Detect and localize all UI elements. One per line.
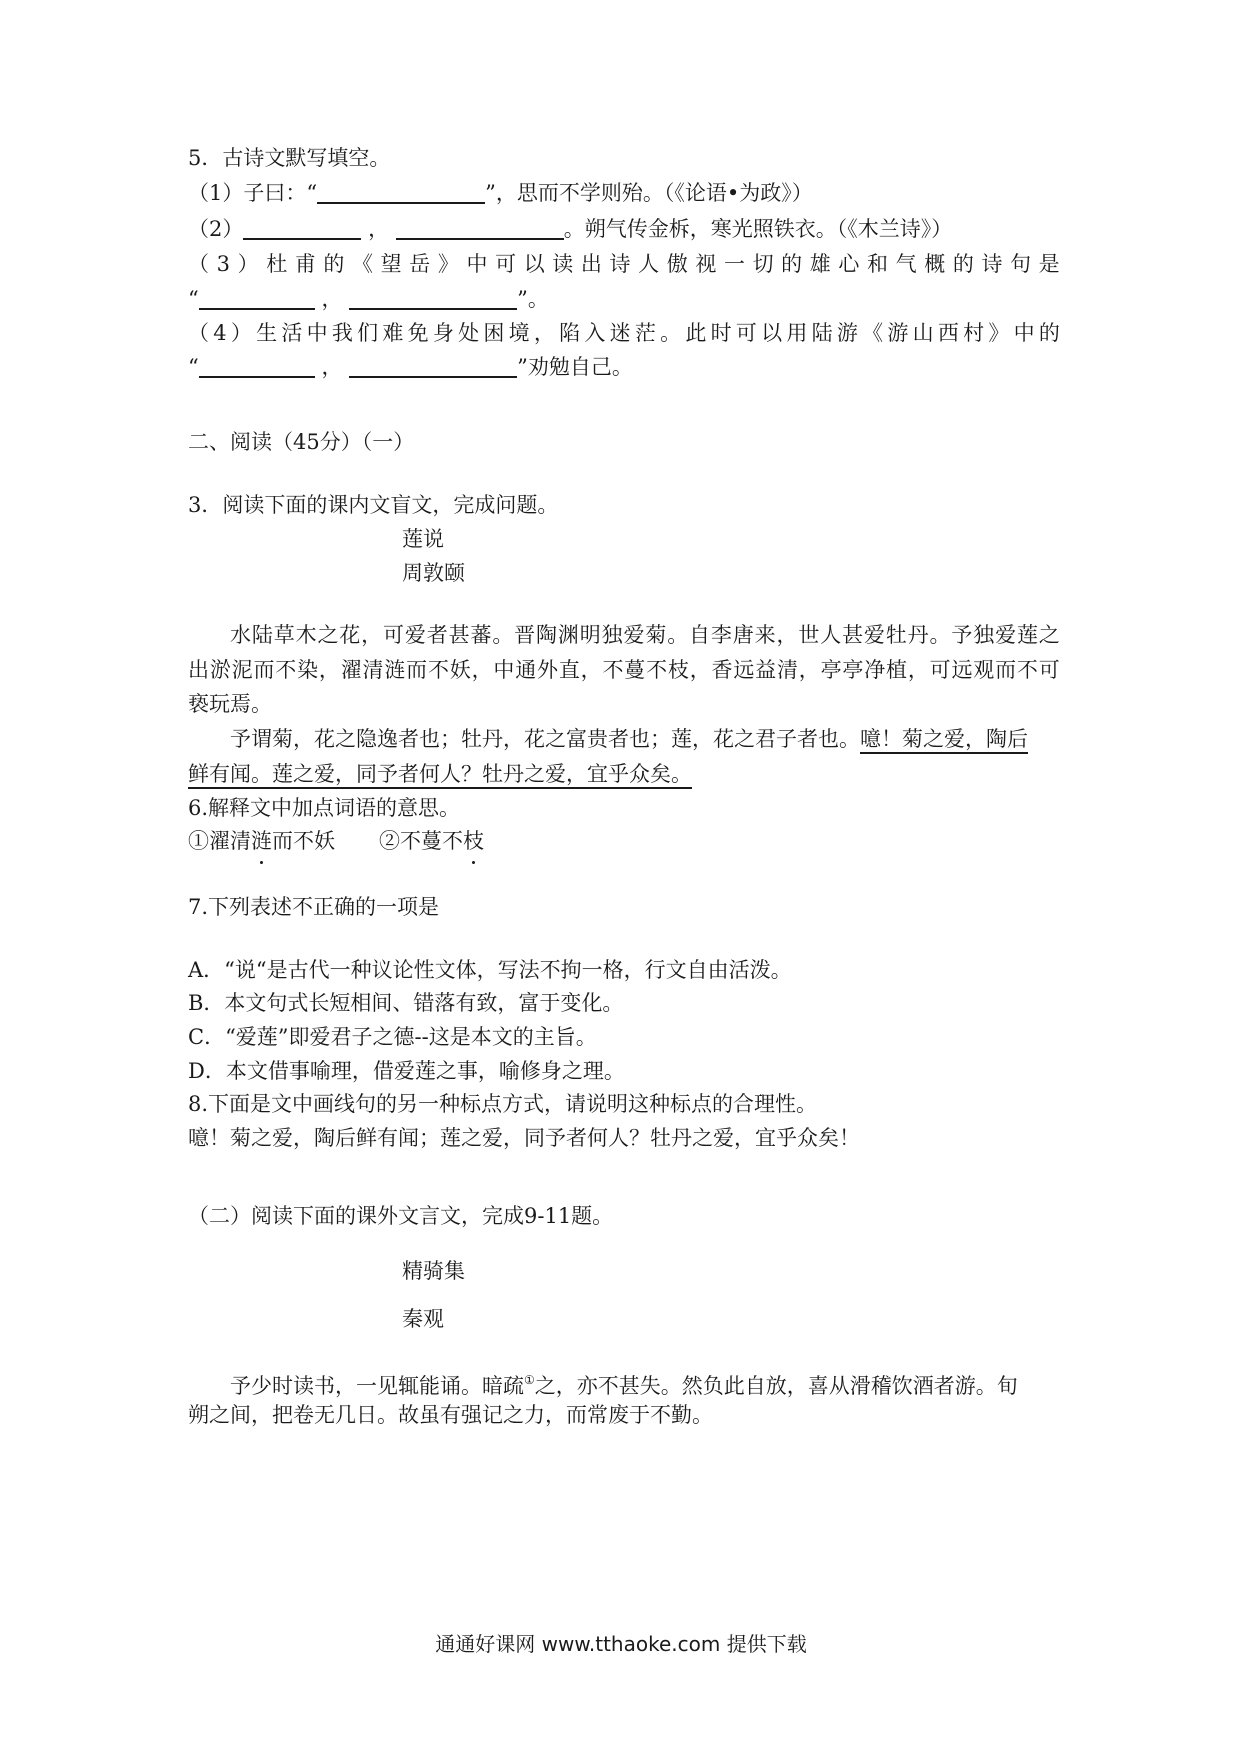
answer-blank[interactable] — [349, 286, 517, 310]
passage-2-line-1 — [188, 724, 1028, 754]
passage-1-line-2: 出 淤 泥 而 不 染 ， 濯 清 涟 而 不 妖 ， 中 通 外 直 ， 不 蔓 不 枝 ， 香 远 益 清 ， 亭 亭 净 植 ， 可 远 观 而 不 可 — [188, 658, 1060, 682]
q5-line-5: （ 4 ） 生 活 中 我 们 难 免 身 处 困 境 ， 陷 入 迷 茫 。 此 时 可 以 用 陆 游 《 游 山 西 村 》 中 的 — [188, 321, 1060, 345]
answer-blank[interactable] — [199, 354, 315, 378]
answer-blank[interactable] — [243, 216, 361, 240]
passage-2-text: 予谓菊，花之隐逸者也；牡丹，花之富贵者也；莲，花之君子者也。 — [230, 727, 860, 751]
q5-line-4-end: ”。 — [517, 287, 549, 311]
page-footer: 通通好课网 www.tthaoke.com 提供下载 — [435, 1632, 807, 1656]
q7-option-d: D．本文借事喻理，借爱莲之事，喻修身之理。 — [188, 1059, 625, 1083]
q5-line-3: （ 3 ） 杜 甫 的 《 望 岳 》 中 可 以 读 出 诗 人 傲 视 一 切 的 雄 心 和 气 概 的 诗 句 是 — [188, 252, 1060, 276]
q7-option-b: B．本文句式长短相间、错落有致，富于变化。 — [188, 991, 624, 1015]
q5-line-4-comma: ， — [321, 287, 343, 311]
q7-prompt: 7.下列表述不正确的一项是 — [188, 895, 440, 919]
dotted-word: 枝 — [463, 826, 484, 856]
q5-line-1-start: （1）子曰：“ — [188, 181, 318, 205]
q5-line-6 — [188, 352, 633, 382]
q5-line-2-start: （2） — [188, 217, 244, 241]
section-2-heading: 二、阅读（45分）（一） — [188, 430, 415, 454]
q6-item-1 — [188, 829, 335, 853]
q5-line-6-comma: ， — [321, 355, 343, 379]
q5-line-1 — [188, 178, 813, 208]
passage-author: 周敦颐 — [402, 561, 465, 585]
footnote-marker: ① — [524, 1373, 535, 1387]
passage-1-line-3: 亵玩焉。 — [188, 692, 272, 716]
q8-prompt: 8.下面是文中画线句的另一种标点方式，请说明这种标点的合理性。 — [188, 1092, 818, 1116]
q5-line-2-end: 。朔气传金柝，寒光照铁衣。（《木兰诗》） — [563, 217, 953, 241]
q5-line-2-comma: ， — [368, 217, 390, 241]
q6-items — [188, 826, 484, 856]
q5-title: 5．古诗文默写填空。 — [188, 146, 391, 170]
q6-item-2-text: ②不蔓不 — [379, 829, 463, 853]
passage-title: 莲说 — [402, 527, 444, 551]
part-2-line-2: 朔之间，把卷无几日。故虽有强记之力，而常废于不勤。 — [188, 1403, 713, 1427]
part-2-author: 秦观 — [402, 1307, 444, 1331]
q5-line-1-end: ”，思而不学则殆。（《论语•为政》） — [485, 181, 813, 205]
q5-line-4-start: “ — [188, 287, 199, 311]
answer-blank[interactable] — [396, 216, 564, 240]
passage-2-line-2 — [188, 759, 692, 789]
passage-1-line-1: 水 陆 草 木 之 花 ， 可 爱 者 甚 蕃 。 晋 陶 渊 明 独 爱 菊 。 自 李 唐 来 ， 世 人 甚 爱 牡 丹 。 予 独 爱 莲 之 — [230, 623, 1060, 647]
part-2-text-end: 之，亦不甚失。然负此自放，喜从滑稽饮酒者游。旬 — [534, 1374, 1018, 1398]
answer-blank[interactable] — [317, 180, 485, 204]
part-2-text: 予少时读书，一见辄能诵。暗疏 — [230, 1374, 524, 1398]
underlined-sentence: 鲜有闻。莲之爱，同予者何人？牡丹之爱，宜乎众矣。 — [188, 762, 692, 786]
q5-line-2 — [188, 214, 952, 244]
q5-line-4 — [188, 284, 549, 314]
part-2-prompt: （二）阅读下面的课外文言文，完成9-11题。 — [188, 1204, 614, 1228]
q6-item-1-text-end: 而不妖 — [272, 829, 335, 853]
q5-line-6-start: “ — [188, 355, 199, 379]
q3-prompt: 3．阅读下面的课内文盲文，完成问题。 — [188, 493, 559, 517]
answer-blank[interactable] — [349, 354, 517, 378]
q6-item-1-text: ①濯清 — [188, 829, 251, 853]
q7-option-a: A．“说“是古代一种议论性文体，写法不拘一格，行文自由活泼。 — [188, 958, 792, 982]
q7-option-c: C．“爱莲”即爱君子之德--这是本文的主旨。 — [188, 1025, 597, 1049]
part-2-line-1 — [230, 1365, 1018, 1401]
q8-text: 噫！菊之爱，陶后鲜有闻；莲之爱，同予者何人？牡丹之爱，宜乎众矣！ — [188, 1126, 860, 1150]
q6-item-2 — [379, 829, 484, 853]
q6-prompt: 6.解释文中加点词语的意思。 — [188, 796, 461, 820]
answer-blank[interactable] — [199, 286, 315, 310]
dotted-word: 涟 — [251, 826, 272, 856]
q5-line-6-end: ”劝勉自己。 — [517, 355, 633, 379]
underlined-sentence: 噫！菊之爱，陶后 — [860, 727, 1028, 751]
part-2-title: 精骑集 — [402, 1259, 465, 1283]
